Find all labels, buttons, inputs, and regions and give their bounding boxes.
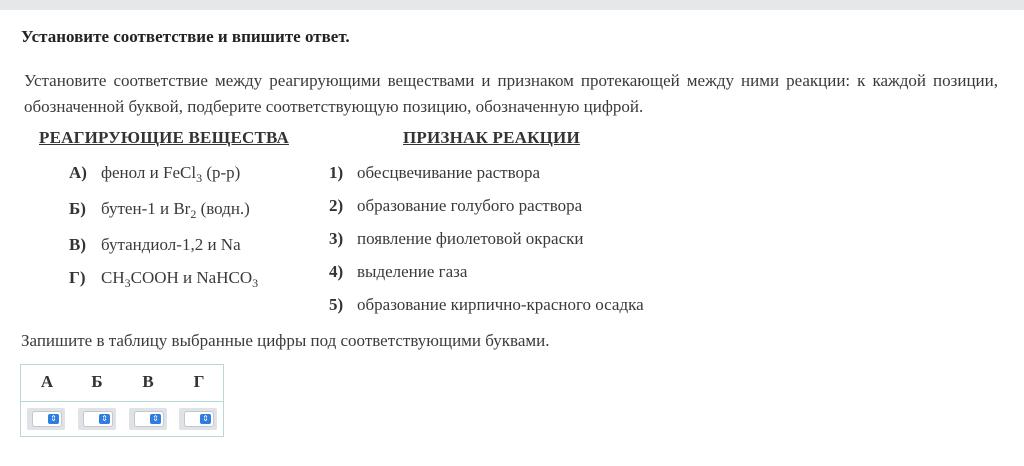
right-column-header: ПРИЗНАК РЕАКЦИИ	[403, 128, 580, 147]
left-column-header: РЕАГИРУЮЩИЕ ВЕЩЕСТВА	[39, 128, 289, 147]
reaction-text: образование кирпично-красного осадка	[357, 295, 644, 314]
reaction-key: 5)	[329, 295, 344, 314]
updown-chevron-icon[interactable]: ⇕	[48, 414, 59, 424]
reagent-text: бутен-1 и $Br_2$ (водн.)	[101, 199, 250, 221]
task-header: Установите соответствие и впишите ответ.	[21, 27, 350, 46]
reagent-key: Б)	[69, 199, 86, 218]
answer-header-a: А	[40, 372, 54, 391]
answer-select-b[interactable]	[78, 408, 116, 430]
reaction-text: образование голубого раствора	[357, 196, 583, 215]
reagent-text: бутандиол-1,2 и Na	[101, 235, 241, 254]
reaction-key: 3)	[329, 229, 344, 248]
reaction-text: обесцвечивание раствора	[357, 163, 541, 182]
answer-instruction: Запишите в таблицу выбранные цифры под соответствующими буквами.	[21, 331, 550, 350]
select-box[interactable]	[184, 411, 214, 427]
updown-chevron-icon[interactable]: ⇕	[99, 414, 110, 424]
reagent-key: В)	[69, 235, 86, 254]
answer-table-header	[21, 365, 223, 402]
reagent-key: Г)	[69, 268, 86, 287]
answer-select-a[interactable]	[27, 408, 65, 430]
reaction-key: 1)	[329, 163, 344, 182]
answer-select-v[interactable]	[129, 408, 167, 430]
answer-select-g[interactable]	[179, 408, 217, 430]
answer-header-v: В	[142, 372, 154, 391]
top-bar	[0, 0, 1024, 10]
select-box[interactable]	[134, 411, 164, 427]
reagent-key: А)	[69, 163, 87, 182]
select-box[interactable]	[32, 411, 62, 427]
reaction-text: появление фиолетовой окраски	[357, 229, 584, 248]
updown-chevron-icon[interactable]: ⇕	[150, 414, 161, 424]
updown-chevron-icon[interactable]: ⇕	[200, 414, 211, 424]
reaction-key: 4)	[329, 262, 344, 281]
reagent-text: $CH_3COOH$ и NaHCO$_3$	[101, 268, 259, 290]
reaction-text: выделение газа	[357, 262, 468, 281]
answer-table	[20, 364, 224, 437]
answer-header-b: Б	[91, 372, 103, 391]
reaction-key: 2)	[329, 196, 344, 215]
select-box[interactable]	[83, 411, 113, 427]
answer-header-g: Г	[193, 372, 205, 391]
reagent-text: фенол и FeCl$_3$ (р-р)	[101, 163, 241, 185]
task-text: Установите соответствие между реагирующими веществами и признаком протекающей между ними реакции: к каждой позиции, обозначенной буквой, подберите соответствующую позицию, обозначенную цифрой.	[24, 71, 998, 116]
